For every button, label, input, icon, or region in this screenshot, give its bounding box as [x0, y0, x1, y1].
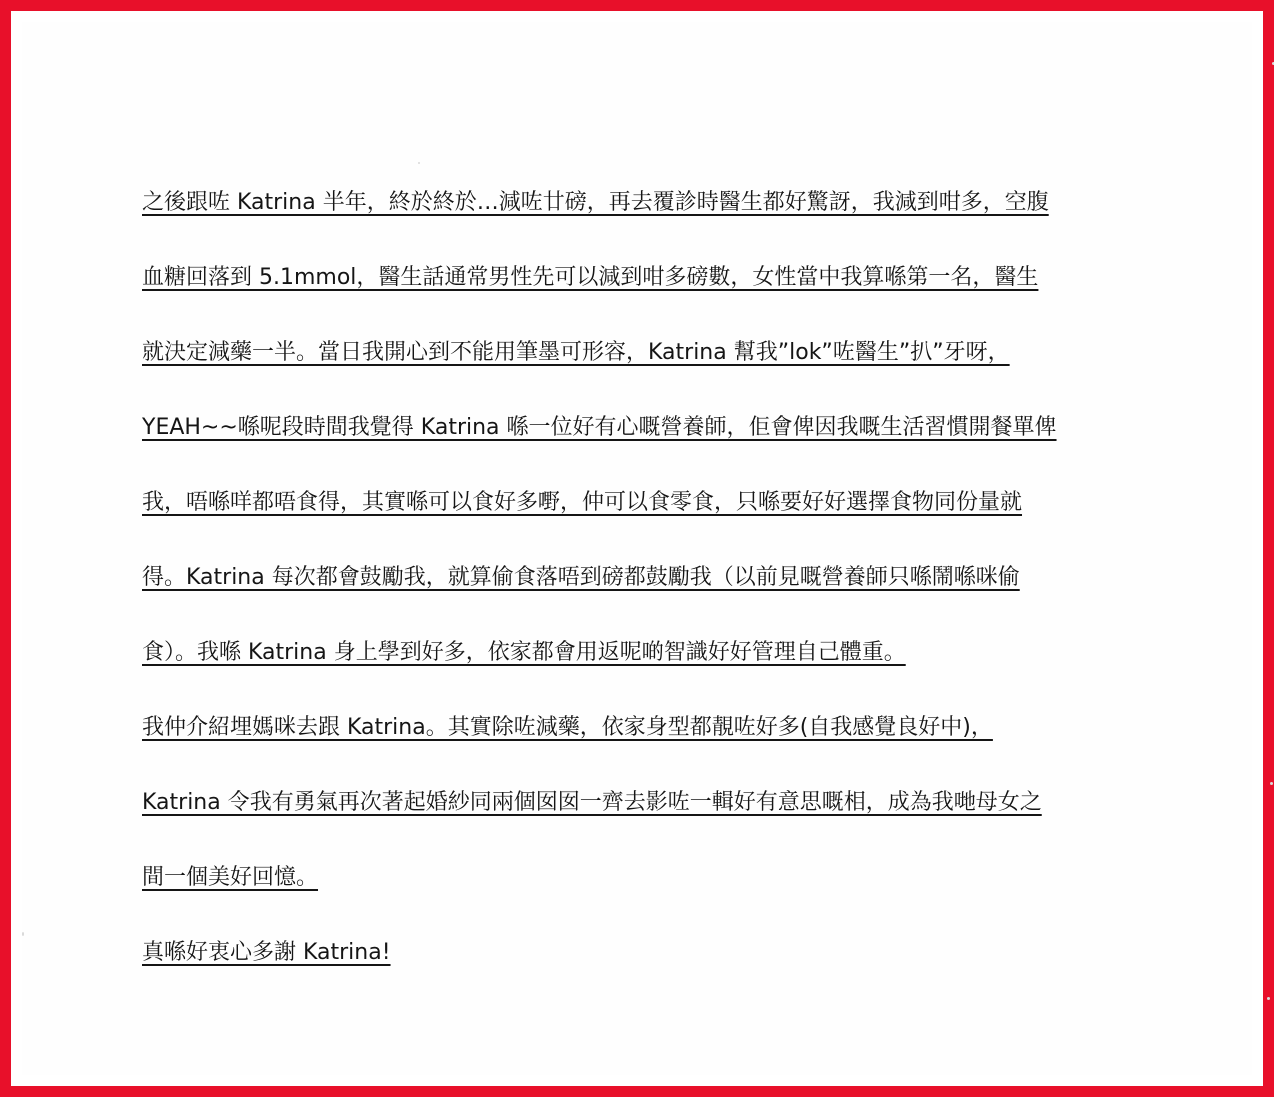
- scan-speck: [1270, 782, 1273, 785]
- text-line-7: 食）。我喺 Katrina 身上學到好多，依家都會用返呢啲智識好好管理自己體重。: [142, 640, 906, 665]
- text-line-6: 得。Katrina 每次都會鼓勵我，就算偷食落唔到磅都鼓勵我（以前見嘅營養師只喺鬧喺咪偷: [142, 565, 1020, 590]
- text-line-3: 就決定減藥一半。當日我開心到不能用筆墨可形容，Katrina 幫我”lok”咗醫生”扒”牙呀，: [142, 340, 1010, 365]
- text-line-9: Katrina 令我有勇氣再次著起婚紗同兩個囡囡一齊去影咗一輯好有意思嘅相，成為我哋母女之: [142, 790, 1042, 815]
- text-line-2: 血糖回落到 5.1mmol，醫生話通常男性先可以減到咁多磅數，女性當中我算喺第一名，醫生: [142, 265, 1039, 290]
- text-line-11: 真喺好衷心多謝 Katrina!: [142, 940, 391, 965]
- text-line-1: 之後跟咗 Katrina 半年，終於終於…減咗廿磅，再去覆診時醫生都好驚訝，我減到咁多，空腹: [142, 190, 1049, 215]
- scan-speck: [22, 932, 24, 936]
- scan-speck: [1267, 997, 1270, 1000]
- text-line-10: 間一個美好回憶。: [142, 865, 319, 890]
- scan-speck: [418, 162, 420, 164]
- text-line-8: 我仲介紹埋媽咪去跟 Katrina。其實除咗減藥，依家身型都靚咗好多(自我感覺良好中)，: [142, 715, 993, 740]
- testimonial-text: [142, 186, 1162, 1011]
- text-line-5: 我，唔喺咩都唔食得，其實喺可以食好多嘢，仲可以食零食，只喺要好好選擇食物同份量就: [142, 490, 1023, 515]
- text-line-4: YEAH~~喺呢段時間我覺得 Katrina 喺一位好有心嘅營養師，佢會俾因我嘅生活習慣開餐單俾: [142, 415, 1057, 440]
